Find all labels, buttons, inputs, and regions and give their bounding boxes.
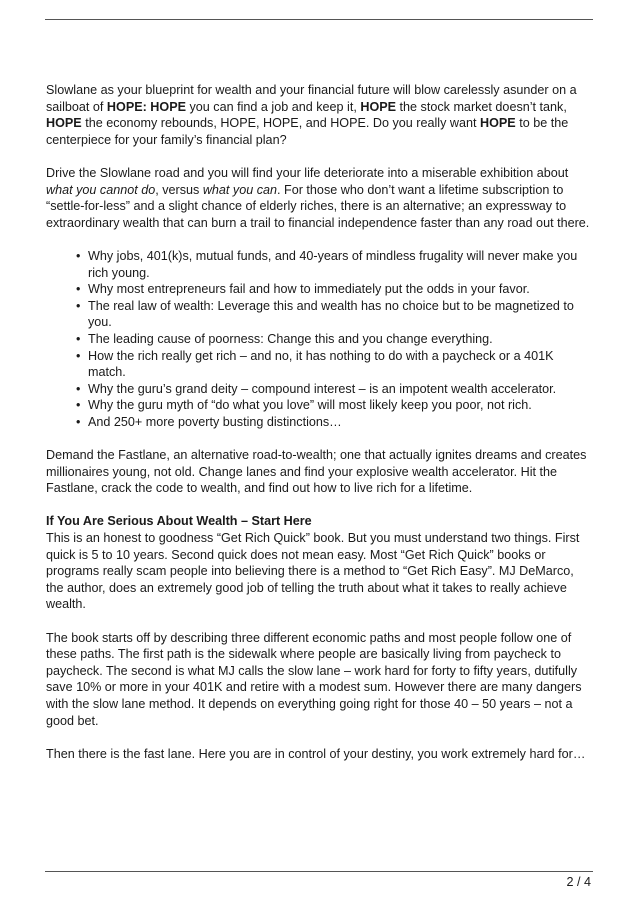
intro-paragraph-1 xyxy=(46,82,594,148)
footer-rule xyxy=(45,871,593,872)
text-run: you can find a job and keep it, xyxy=(186,99,361,114)
text-run: to be the centerpiece for your family’s financial plan? xyxy=(46,116,569,147)
list-item: • How the rich really get rich – and no, it has nothing to do with a paycheck or a 401K match. xyxy=(76,348,554,380)
list-item: • Why most entrepreneurs fail and how to immediately put the odds in your favor. xyxy=(76,282,530,297)
list-item: • The leading cause of poorness: Change this and you change everything. xyxy=(76,331,493,346)
bullet-icon: • xyxy=(76,398,81,413)
list-item: • Why the guru myth of “do what you love” will most likely keep you poor, not rich. xyxy=(76,398,532,413)
bullet-icon: • xyxy=(76,331,81,346)
section-heading: If You Are Serious About Wealth – Start Here xyxy=(46,514,312,529)
page-number: 2 / 4 xyxy=(566,875,591,889)
text-run: Drive the Slowlane road and you will find your life deteriorate into a miserable exhibition about xyxy=(46,165,569,180)
page-body xyxy=(46,82,594,779)
italic-run: what you cannot do xyxy=(46,182,156,197)
list-item: • Why the guru’s grand deity – compound interest – is an impotent wealth accelerator. xyxy=(76,381,557,396)
intro-paragraph-2 xyxy=(46,165,594,231)
text-run: Slowlane as your blueprint for wealth and your financial future will blow carelessly asunder on a sailboat of xyxy=(46,83,577,114)
bold-run: HOPE xyxy=(46,116,82,131)
list-item: • The real law of wealth: Leverage this and wealth has no choice but to be magnetized to you. xyxy=(76,298,574,330)
header-rule xyxy=(45,19,593,20)
bold-run: HOPE: HOPE xyxy=(106,99,186,114)
section-paragraph-2: The book starts off by describing three different economic paths and most people follow one of these paths. The first path is the sidewalk where people are basically living from paycheck to paycheck. The second is what MJ calls the slow lane – work hard for forty to fifty years, dutifully save 10% or more in your 401K and retire with a modest sum. However there are many dangers with the slow lane method. It depends on everything going right for those 40 – 50 years – not a good bet. xyxy=(46,630,582,728)
bold-run: HOPE xyxy=(480,116,516,131)
benefits-list xyxy=(46,248,594,431)
text-run: . For those who don’t want a lifetime subscription to “settle-for-less” and a slight chance of elderly riches, there is an alternative; an expressway to extraordinary wealth that can burn a trail to financial independence faster than any road out there. xyxy=(46,182,590,230)
bullet-icon: • xyxy=(76,414,81,429)
bold-run: HOPE xyxy=(360,99,397,114)
bullet-icon: • xyxy=(76,381,81,396)
bullet-icon: • xyxy=(76,248,81,263)
text-run: the economy rebounds, HOPE, HOPE, and HOPE. Do you really want xyxy=(81,116,480,131)
bullet-icon: • xyxy=(76,298,81,313)
italic-run: what you can xyxy=(202,182,278,197)
fastlane-paragraph: Demand the Fastlane, an alternative road-to-wealth; one that actually ignites dreams and creates millionaires young, not old. Change lanes and find your explosive wealth accelerator. Hit the Fastlane, crack the code to wealth, and find out how to live rich for a lifetime. xyxy=(46,448,587,496)
bullet-icon: • xyxy=(76,282,81,297)
section-paragraph-3: Then there is the fast lane. Here you are in control of your destiny, you work extremely hard for… xyxy=(46,746,586,761)
list-item: • Why jobs, 401(k)s, mutual funds, and 40-years of mindless frugality will never make you rich young. xyxy=(76,248,578,280)
text-run: , versus xyxy=(155,182,203,197)
text-run: the stock market doesn’t tank, xyxy=(396,99,567,114)
list-item: • And 250+ more poverty busting distinctions… xyxy=(76,414,342,429)
bullet-icon: • xyxy=(76,348,81,363)
section-paragraph-1: This is an honest to goodness “Get Rich Quick” book. But you must understand two things. First quick is 5 to 10 years. Second quick does not mean easy. Most “Get Rich Quick” books or programs really scam people into believing there is a method to “Get Rich Easy”. MJ DeMarco, the author, does an extremely good job of telling the truth about what it takes to really achieve wealth. xyxy=(46,531,580,612)
